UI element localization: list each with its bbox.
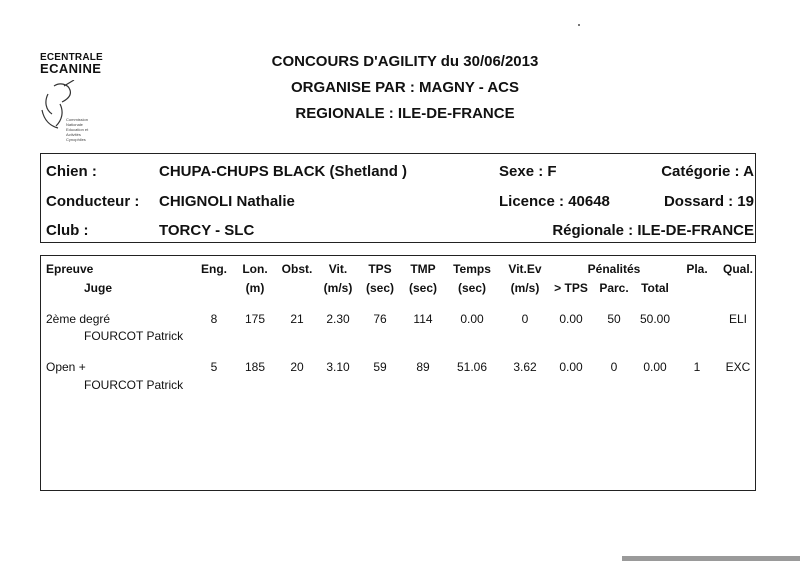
header-penalty-tps: > TPS	[554, 281, 588, 295]
row-penalty-parc: 0	[610, 360, 618, 374]
row-temps: 51.06	[456, 360, 488, 374]
region-line: REGIONALE : ILE-DE-FRANCE	[295, 105, 515, 122]
header-penalites: Pénalités	[587, 262, 641, 276]
row-qual: ELI	[728, 312, 748, 326]
row-tps: 59	[373, 360, 387, 374]
club-value: TORCY - SLC	[159, 222, 255, 239]
logo-subtitle: Commission Nationale Education et Activités Cynophiles	[66, 117, 89, 142]
header-vit: Vit.	[328, 262, 348, 276]
row-pla: 1	[693, 360, 701, 374]
club-label: Club :	[46, 222, 89, 239]
licence-field: Licence : 40648	[499, 193, 610, 210]
row-juge: FOURCOT Patrick	[84, 378, 184, 392]
header-lon: Lon.	[242, 262, 268, 276]
header-penalty-total: Total	[641, 281, 669, 295]
row-vit: 2.30	[326, 312, 350, 326]
row-penalty-parc: 50	[607, 312, 621, 326]
row-juge: FOURCOT Patrick	[84, 329, 184, 343]
scan-dot-artifact	[578, 24, 580, 26]
header-vitev: Vit.Ev	[508, 262, 542, 276]
organizer-line: ORGANISE PAR : MAGNY - ACS	[290, 79, 520, 96]
header-tmp-unit: (sec)	[408, 281, 438, 295]
sexe-field: Sexe : F	[499, 163, 557, 180]
row-penalty-total: 0.00	[643, 360, 667, 374]
event-title: CONCOURS D'AGILITY du 30/06/2013	[271, 53, 539, 70]
header-epreuve: Epreuve	[46, 262, 94, 276]
row-qual: EXC	[725, 360, 751, 374]
row-lon: 175	[244, 312, 266, 326]
header-pla: Pla.	[686, 262, 708, 276]
row-lon: 185	[244, 360, 266, 374]
centrale-canine-logo	[40, 52, 102, 150]
row-eng: 5	[210, 360, 218, 374]
regionale-field: Régionale : ILE-DE-FRANCE	[552, 222, 754, 239]
header-tps-unit: (sec)	[365, 281, 395, 295]
row-vit: 3.10	[326, 360, 350, 374]
header-lon-unit: (m)	[245, 281, 265, 295]
header-tmp: TMP	[410, 262, 436, 276]
logo-text-line1: ECENTRALE	[40, 52, 103, 63]
row-tmp: 89	[416, 360, 430, 374]
row-epreuve: Open +	[46, 360, 86, 374]
header-penalty-parc: Parc.	[599, 281, 629, 295]
header-vitev-unit: (m/s)	[510, 281, 540, 295]
chien-value: CHUPA-CHUPS BLACK (Shetland )	[159, 163, 408, 180]
row-tmp: 114	[413, 312, 433, 326]
row-obst: 20	[290, 360, 304, 374]
header-eng: Eng.	[201, 262, 227, 276]
scan-edge-artifact	[622, 556, 800, 561]
row-penalty-total: 50.00	[639, 312, 671, 326]
header-tps: TPS	[368, 262, 392, 276]
row-epreuve: 2ème degré	[46, 312, 111, 326]
dossard-field: Dossard : 19	[663, 193, 754, 210]
header-temps-unit: (sec)	[457, 281, 487, 295]
row-vitev: 0	[521, 312, 529, 326]
header-temps: Temps	[453, 262, 491, 276]
header-obst: Obst.	[281, 262, 313, 276]
row-vitev: 3.62	[513, 360, 537, 374]
conducteur-value: CHIGNOLI Nathalie	[159, 193, 295, 210]
row-eng: 8	[210, 312, 218, 326]
header-juge: Juge	[84, 281, 113, 295]
row-penalty-tps: 0.00	[559, 360, 583, 374]
row-obst: 21	[290, 312, 304, 326]
header-qual: Qual.	[722, 262, 754, 276]
conducteur-label: Conducteur :	[46, 193, 140, 210]
row-tps: 76	[373, 312, 387, 326]
chien-label: Chien :	[46, 163, 97, 180]
categorie-field: Catégorie : A	[661, 163, 754, 180]
row-penalty-tps: 0.00	[559, 312, 583, 326]
logo-text-line2: ECANINE	[40, 61, 102, 76]
header-vit-unit: (m/s)	[323, 281, 353, 295]
row-temps: 0.00	[460, 312, 484, 326]
